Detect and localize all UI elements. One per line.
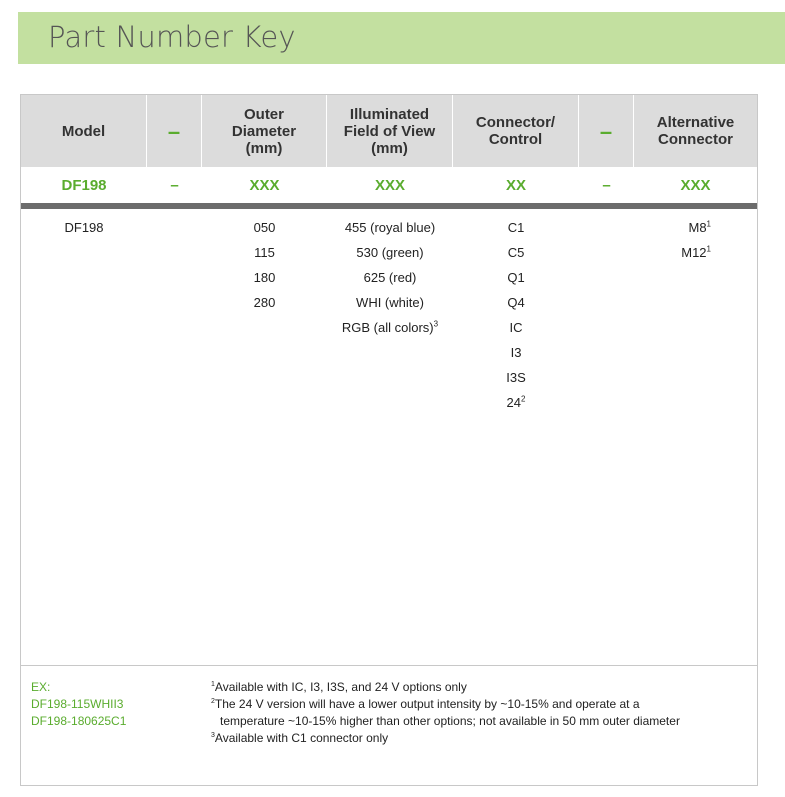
footnote (211, 696, 751, 713)
alt-connector-value (688, 215, 711, 240)
header-separator-dash: – (147, 95, 202, 167)
example-part-number: DF198-180625C1 (31, 714, 127, 728)
fov-value: 625 (red) (363, 270, 417, 285)
fov-value: 455 (royal blue) (344, 220, 436, 235)
table-body (21, 215, 757, 415)
table-header-row (21, 95, 757, 167)
connector-value: Q4 (507, 295, 525, 310)
alt-connector-text: M8 (688, 220, 707, 235)
fov-value-text: RGB (all colors) (341, 320, 434, 335)
example-part-number: DF198-115WHII3 (31, 697, 124, 711)
page-title: Part Number Key (48, 20, 296, 54)
code-row (21, 167, 757, 203)
footnote-number: 1 (211, 681, 215, 688)
connector-value: IC (509, 320, 523, 335)
examples-block (31, 679, 126, 730)
code-connector: XX (505, 176, 526, 194)
footer-divider (21, 665, 757, 666)
header-outer-diameter: Outer Diameter (mm) (202, 95, 327, 167)
code-dash: – (602, 176, 611, 194)
footnote-marker: 3 (433, 319, 439, 329)
alt-connector-text: M12 (681, 245, 707, 260)
connector-value: C1 (507, 220, 525, 235)
footnote-text: Available with C1 connector only (214, 731, 389, 745)
header-alternative-connector: Alternative Connector (656, 114, 735, 148)
spacer-column (147, 215, 202, 415)
connector-value: I3S (506, 370, 526, 385)
connector-value: C5 (507, 245, 525, 260)
connector-value (507, 390, 526, 415)
header-separator-dash: – (579, 95, 634, 167)
footnote-marker: 1 (706, 244, 711, 254)
footnote (211, 730, 751, 747)
header-connector-control: Connector/ Control (453, 95, 579, 167)
fov-value: 530 (green) (356, 245, 424, 260)
model-value: DF198 (64, 220, 104, 235)
connector-column (453, 215, 579, 415)
code-diameter: XXX (249, 176, 280, 194)
diameter-value: 115 (254, 245, 275, 260)
code-fov: XXX (374, 176, 405, 194)
code-dash: – (170, 176, 179, 194)
footnote-number: 3 (211, 732, 215, 739)
footnote-marker: 2 (521, 394, 526, 404)
footnotes-block (211, 679, 751, 747)
footnote-text: Available with IC, I3, I3S, and 24 V options only (214, 680, 467, 694)
fov-column (327, 215, 453, 415)
header-field-of-view: Illuminated Field of View (mm) (327, 95, 453, 167)
footnote-number: 2 (211, 698, 215, 705)
connector-value-text: 24 (506, 395, 521, 410)
connector-value: Q1 (507, 270, 525, 285)
alt-connector-column (634, 215, 757, 415)
connector-value: I3 (510, 345, 522, 360)
footnote-text: The 24 V version will have a lower output intensity by ~10-15% and operate at a (214, 697, 640, 711)
examples-label: EX: (31, 680, 51, 694)
footnote-continuation: temperature ~10-15% higher than other options; not available in 50 mm outer diameter (220, 714, 680, 728)
spacer-column (579, 215, 634, 415)
code-model: DF198 (61, 176, 107, 194)
part-number-table (20, 94, 758, 786)
footnote (211, 679, 751, 696)
alt-connector-value (681, 240, 711, 265)
diameter-value: 050 (253, 220, 276, 235)
diameter-value: 280 (253, 295, 276, 310)
model-column (21, 215, 147, 415)
table-divider (21, 203, 757, 209)
diameter-value: 180 (253, 270, 276, 285)
footnote-marker: 1 (706, 219, 711, 229)
fov-value: WHI (white) (356, 295, 424, 310)
fov-value (342, 315, 438, 340)
diameter-column (202, 215, 327, 415)
code-alt-connector: XXX (680, 176, 711, 194)
header-model: Model (21, 95, 147, 167)
title-banner (18, 12, 785, 64)
